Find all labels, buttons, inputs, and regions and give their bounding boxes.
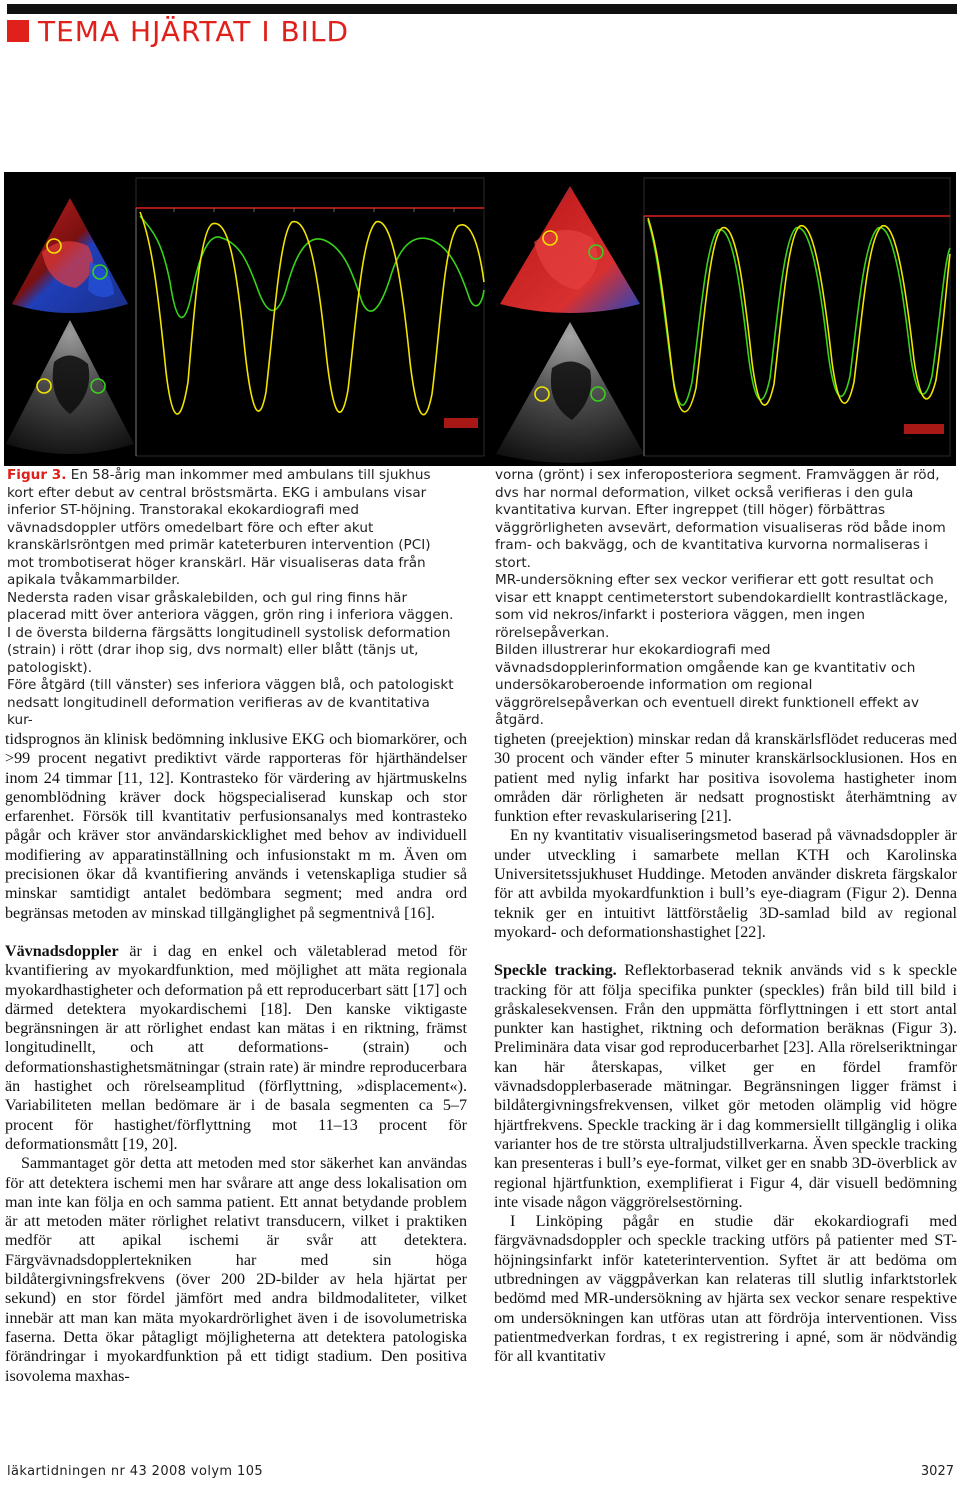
figure-3 [4,172,956,466]
runin-heading-vavnadsdoppler: Vävnadsdoppler [5,942,119,960]
body-paragraph: tigheten (preejektion) minskar redan då kranskärlsflödet reduceras med 30 procent och vänder efter 5 minuter kranskärlsocklusionen. Hos en patient med nylig infarkt har positiva isovolema hastigheter inom områden där rörligheten är nedsatt prognostiskt återhämtning av funktion efter revaskularisering [21]. [494,731,957,826]
body-paragraph: Sammantaget gör detta att metoden med stor säkerhet kan användas för att detektera ischemi men har svårare att ange dess lokalisation om man inte kan följa en och samma patient. Ett annat betydande problem är att metoden mäter rörlighet relativt transducern, vilket i praktiken medför att apikal ischemi är svår att detektera. Färgvävnadsdopplertekniken har med sin höga bildåtergivningsfrekvens (över 200 2D-bilder av hela hjärtat per sekund) en stor fördel jämfört med andra bildmodaliteter, vilket innebär att man kan mäta myokardrörlighet även i de isovolumetriska faserna. Detta ökar påtagligt möjligheterna att detektera patologiska förändringar i myokardfunktion på ett tidigt stadium. Den positiva isovolema maxhas- [5,1155,467,1385]
figure-panel-before-graphic [4,172,490,466]
section-marker [7,20,29,42]
figure-caption-left [7,467,459,730]
page-number: 3027 [920,1464,954,1479]
runin-heading-speckle-tracking: Speckle tracking. [494,962,617,980]
figure-caption-right [495,467,955,730]
body-paragraph: tidsprognos än klinisk bedömning inklusive EKG och biomarkörer, och >99 procent negativt prediktivt värde rapporteras för hjärthändelser inom 24 timmar [11, 12]. Kontrasteko för värdering av hjärtmuskelns genomblödning kräver dock högspecialiserad kunskap och stor erfarenhet. Försök till kvantitativ perfusionsanalys med kontrasteko pågår och kräver stor användarskicklighet med behov av individuell modifiering av apparatinställning och infusionstakt m m. Även om precisionen ökar då kvantifiering används i vetenskapliga studier så minskar samtidigt antalet bedömbara segment; med andra ord begränsas metoden av minskad tillgänglighet på segmentnivå [16]. [5,731,467,922]
figure-panel-before [4,172,490,466]
body-text: är i dag en enkel och väletablerad metod för kvantifiering av myokardfunktion, med möjlighet att mäta regionala myokardhastigheter och deformation på ett reproducerbart sätt [17] och därmed detektera myokardischemi [18]. Den kanske viktigaste begränsningen är att rörlighet endast kan mätas i en riktning, främst longitudinellt, och att deformations- (strain) och deformationshastighetsmätningar (strain rate) är mindre reproducerbara än hastighet och rörelseamplitud (förflyttning, »displacement«). Variabiliteten mellan bedömare är i de basala segmenten ca 5–7 procent för hastighet/förflyttning mot 11–13 procent för deformationsmått [19, 20]. [5,942,467,1153]
caption-paragraph [7,467,459,590]
body-column-left [5,730,467,1386]
body-paragraph: En ny kvantitativ visualiseringsmetod baserad på vävnadsdoppler är under utveckling i samarbete mellan KTH och Karolinska Universitetssjukhuset Huddinge. Metoden använder diskreta färgskalor för att avbilda myokardfunktion i bull’s eye-diagram (Figur 2). Denna teknik ger en intuitivt lättförståelig 3D-samlad bild av regional myokard- och deformationshastighet [22]. [494,827,957,941]
body-paragraph [5,942,467,1154]
caption-paragraph: Bilden illustrerar hur ekokardiografi med vävnadsdopplerinformation omgående kan ge kvantitativ och undersökaroberoende information om regional väggrörelsepåverkan och eventuell direkt funktionell effekt av åtgärd. [495,642,920,728]
body-text: Reflektorbaserad teknik används vid s k speckle tracking för att följa specifika punkter (speckles) från bild till bild i gråskalesekvensen. Från den uppmätta förflyttningen i ett stort antal punkter kan hastighet, riktning och deformation beräknas (Figur 3). Preliminära data visar god reproducerbarhet [23]. Alla rörelseriktningar kan här återskapas, vilket ger en fördel framför vävnadsdopplerbaserade mätningar. Begränsningen ligger främst i bildåtergivningsfrekvensen, vilket gör metoden olämplig vid högre hjärtfrekvens. Speckle tracking är i dag kommersiellt tillgänglig i olika varianter hos de tre största ultraljudstillverkarna. Även speckle tracking kan presenteras i bull’s eye-format, vilket ger en snabb 3D-överblick av regional hjärtfunktion, exemplifierat i Figur 4, där visuell bedömning inte visade någon väggrörelsestörning. [494,962,957,1211]
figure-panel-after-graphic [494,172,956,466]
section-title: TEMA HJÄRTAT I BILD [38,15,350,48]
caption-text: En 58-årig man inkommer med ambulans till sjukhus kort efter debut av central bröstsmärta. EKG i ambulans visar inferior ST-höjning. Transtorakal ekokardiografi med vävnadsdoppler utförs omedelbart före och efter akut kranskärlsröntgen med primär kateterburen intervention (PCI) mot trombotiserat höger kranskärl. Här visualiseras data från apikala tvåkammarbilder. [7,467,431,588]
body-paragraph [494,961,957,1212]
caption-paragraph: vorna (grönt) i sex inferoposteriora segment. Framväggen är röd, dvs har normal deformation, vilket också verifieras i den gula kvantitativa kurvan. Efter ingreppet (till höger) förbättras väggrörligheten avsevärt, deformation visualiseras röd både inom fram- och bakvägg, och de kvantitativa kurvorna normaliseras i stort. [495,467,946,571]
caption-paragraph: Före åtgärd (till vänster) ses inferiora väggen blå, och patologiskt nedsatt longitudinell deformation verifieras av de kvantitativa kur- [7,677,454,728]
caption-paragraph: Nedersta raden visar gråskalebilden, och gul ring finns här placerad mitt över anteriora väggen, grön ring i inferiora väggen. I de översta bilderna färgsätts longitudinell systolisk deformation (strain) i rött (drar ihop sig, dvs normalt) eller blått (tänjs ut, patologiskt). [7,589,454,676]
caption-paragraph: MR-undersökning efter sex veckor verifierar ett gott resultat och visar ett knappt centimeterstort subendokardiellt kontrastläckage, som vid nekros/infarkt i posteriora väggen, men ingen rörelsepåverkan. [495,572,949,641]
body-column-right [494,730,957,1367]
top-rule [7,4,957,14]
footer-journal: läkartidningen nr 43 2008 volym 105 [7,1464,264,1479]
strain-curve-plot-icon [644,178,950,456]
strain-curve-plot-icon [136,178,484,456]
figure-label: Figur 3. [7,467,67,483]
body-paragraph: I Linköping pågår en studie där ekokardiografi med färgvävnadsdoppler och speckle tracking utförs på patienter med ST-höjningsinfarkt inför kateterintervention. Syftet är att bedöma om utbredningen av väggpåverkan kan relateras till slutlig infarktstorlek bedömd med MR-undersökning av hjärta sex veckor senare respektive om undersökningen kan utföras utan att fördröja interventionen. Viss patientmedverkan fordras, t ex registrering i apné, som är nödvändig för all kvantitativ [494,1213,957,1366]
figure-panel-after [494,172,956,466]
